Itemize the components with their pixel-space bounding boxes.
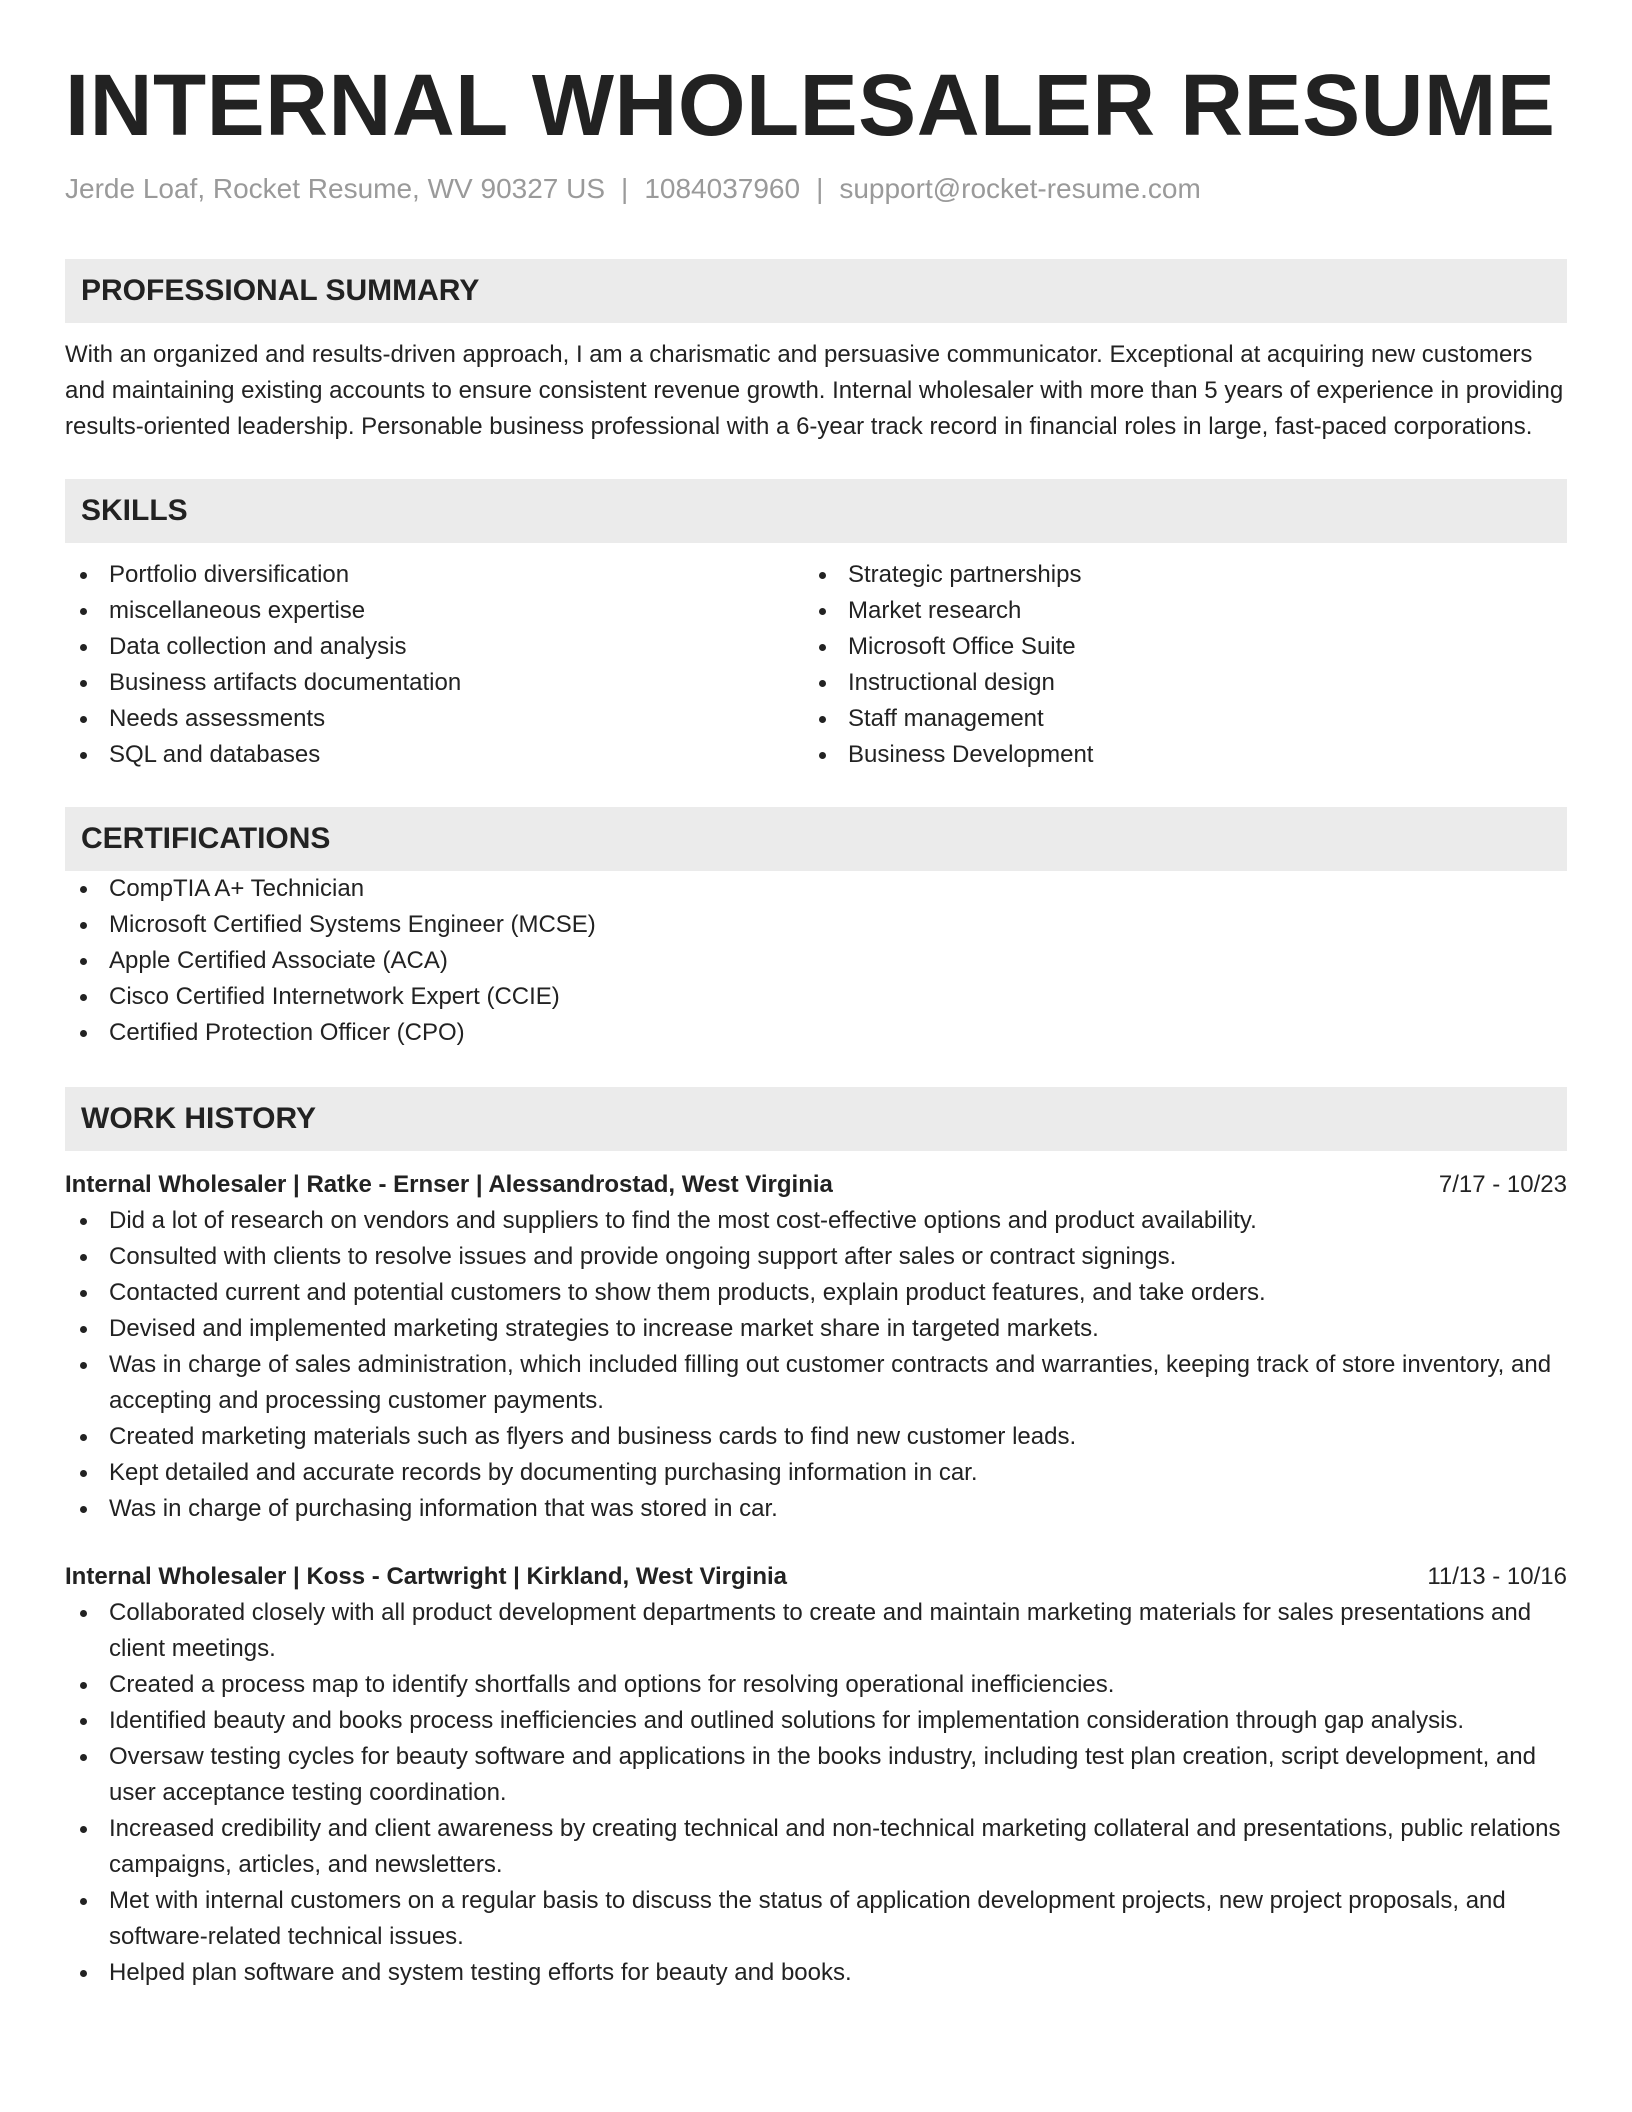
skill-item: Portfolio diversification <box>65 557 804 593</box>
job-bullet: Did a lot of research on vendors and suppliers to find the most cost-effective options and product availability. <box>65 1203 1567 1239</box>
skill-item: Staff management <box>804 701 1543 737</box>
certification-item: Microsoft Certified Systems Engineer (MCSE) <box>65 907 1567 943</box>
skills-list-left <box>65 557 804 773</box>
skills-grid <box>65 557 1567 773</box>
job-bullet: Contacted current and potential customers to show them products, explain product features, and take orders. <box>65 1275 1567 1311</box>
job-bullet: Met with internal customers on a regular basis to discuss the status of application development projects, new project proposals, and software-related technical issues. <box>65 1883 1567 1955</box>
work-history-heading: WORK HISTORY <box>65 1087 1567 1151</box>
job-title: Internal Wholesaler | Ratke - Ernser | Alessandrostad, West Virginia <box>65 1171 833 1198</box>
job-bullet: Kept detailed and accurate records by documenting purchasing information in car. <box>65 1455 1567 1491</box>
skill-item: miscellaneous expertise <box>65 593 804 629</box>
job-header <box>65 1167 1567 1203</box>
skill-item: Instructional design <box>804 665 1543 701</box>
contact-email: support@rocket-resume.com <box>839 173 1201 204</box>
job-title: Internal Wholesaler | Koss - Cartwright | Kirkland, West Virginia <box>65 1563 788 1590</box>
certification-item: Certified Protection Officer (CPO) <box>65 1015 1567 1051</box>
certification-item: Apple Certified Associate (ACA) <box>65 943 1567 979</box>
job-bullet: Was in charge of sales administration, which included filling out customer contracts and warranties, keeping track of store inventory, and accepting and processing customer payments. <box>65 1347 1567 1419</box>
skill-item: Business Development <box>804 737 1543 773</box>
skill-item: Microsoft Office Suite <box>804 629 1543 665</box>
job-bullet: Created marketing materials such as flyers and business cards to find new customer leads. <box>65 1419 1567 1455</box>
job-dates: 7/17 - 10/23 <box>1438 1171 1567 1198</box>
certifications-heading: CERTIFICATIONS <box>65 807 1567 871</box>
job-entry <box>65 1167 1567 1527</box>
job-bullet: Increased credibility and client awareness by creating technical and non-technical marketing collateral and presentations, public relations campaigns, articles, and newsletters. <box>65 1811 1567 1883</box>
certifications-list <box>65 871 1567 1051</box>
resume-title: INTERNAL WHOLESALER RESUME <box>65 57 1556 154</box>
skills-list-right <box>804 557 1543 773</box>
job-bullet: Oversaw testing cycles for beauty software and applications in the books industry, including test plan creation, script development, and user acceptance testing coordination. <box>65 1739 1567 1811</box>
job-header <box>65 1559 1567 1595</box>
job-bullet: Devised and implemented marketing strategies to increase market share in targeted markets. <box>65 1311 1567 1347</box>
skill-item: Business artifacts documentation <box>65 665 804 701</box>
contact-separator: | <box>621 173 629 204</box>
contact-phone: 1084037960 <box>644 173 801 204</box>
certification-item: Cisco Certified Internetwork Expert (CCIE) <box>65 979 1567 1015</box>
skill-item: Data collection and analysis <box>65 629 804 665</box>
summary-text: With an organized and results-driven approach, I am a charismatic and persuasive communicator. Exceptional at acquiring new customers and maintaining existing accounts to ensure consistent revenue growth. Internal wholesaler with more than 5 years of experience in providing results-oriented leadership. Personable business professional with a 6-year track record in financial roles in large, fast-paced corporations. <box>65 341 1564 440</box>
job-entry <box>65 1559 1567 1991</box>
job-bullet: Created a process map to identify shortfalls and options for resolving operational inefficiencies. <box>65 1667 1567 1703</box>
job-bullet-list <box>65 1203 1567 1527</box>
job-bullet: Was in charge of purchasing information that was stored in car. <box>65 1491 1567 1527</box>
contact-line <box>65 172 1567 206</box>
skill-item: Market research <box>804 593 1543 629</box>
skill-item: SQL and databases <box>65 737 804 773</box>
contact-separator: | <box>816 173 824 204</box>
job-bullet: Identified beauty and books process inefficiencies and outlined solutions for implementation consideration through gap analysis. <box>65 1703 1567 1739</box>
job-bullet: Collaborated closely with all product development departments to create and maintain marketing materials for sales presentations and client meetings. <box>65 1595 1567 1667</box>
skill-item: Strategic partnerships <box>804 557 1543 593</box>
summary-heading: PROFESSIONAL SUMMARY <box>65 259 1567 323</box>
job-bullet: Consulted with clients to resolve issues and provide ongoing support after sales or contract signings. <box>65 1239 1567 1275</box>
skills-heading: SKILLS <box>65 479 1567 543</box>
certification-item: CompTIA A+ Technician <box>65 871 1567 907</box>
skill-item: Needs assessments <box>65 701 804 737</box>
contact-address: Jerde Loaf, Rocket Resume, WV 90327 US <box>65 173 606 204</box>
job-bullet: Helped plan software and system testing efforts for beauty and books. <box>65 1955 1567 1991</box>
job-dates: 11/13 - 10/16 <box>1427 1563 1567 1590</box>
job-bullet-list <box>65 1595 1567 1991</box>
